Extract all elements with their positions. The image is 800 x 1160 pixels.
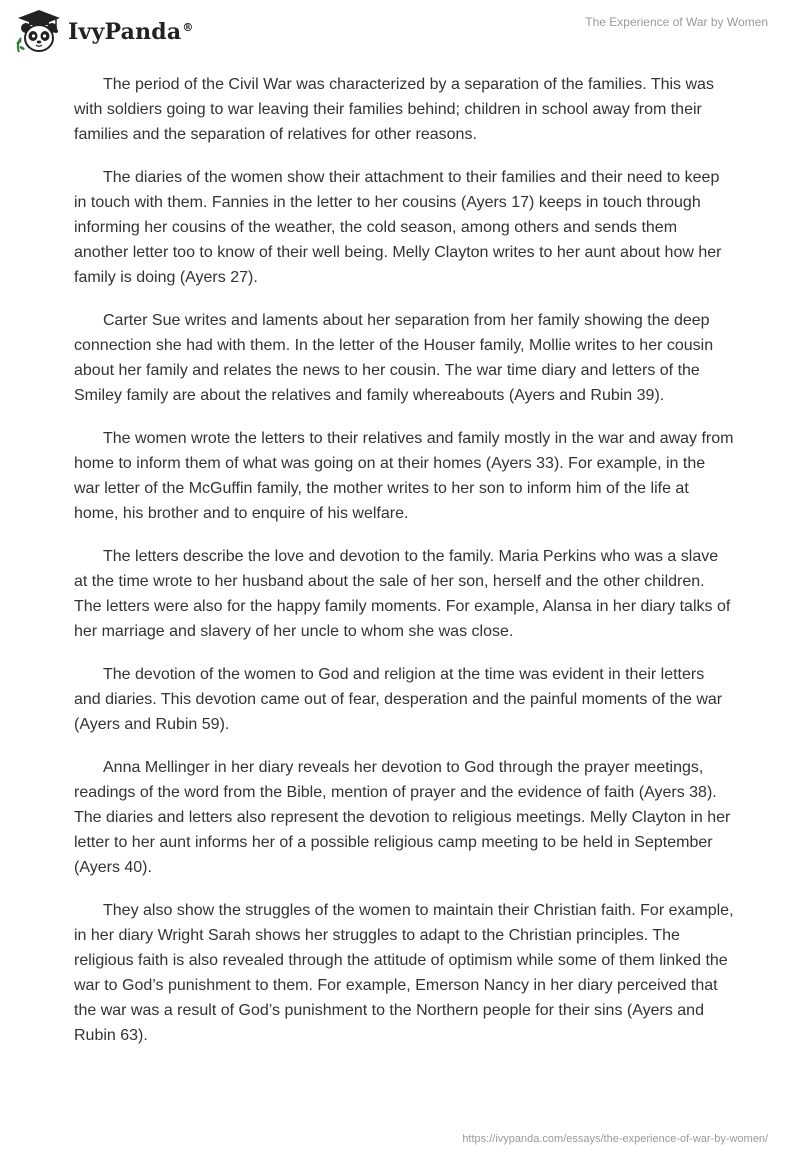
paragraph-5: The letters describe the love and devotion to the family. Maria Perkins who was a slave at the time wrote to her husband about the sale of her son, herself and the other children. The letters were also for the happy family moments. For example, Alansa in her diary talks of her marriage and slavery of her uncle to whom she was close. — [74, 548, 731, 640]
essay-body — [74, 72, 734, 1066]
paragraph-2: The diaries of the women show their attachment to their families and their need to keep in touch with them. Fannies in the letter to her cousins (Ayers 17) keeps in touch through informing her cousins of the weather, the cold season, among others and sends them another letter too to know of their well being. Melly Clayton writes to her aunt about how her family is doing (Ayers 27). — [74, 169, 722, 286]
ivypanda-logo[interactable] — [14, 8, 194, 54]
page-header — [0, 0, 800, 62]
paragraph-8: They also show the struggles of the women to maintain their Christian faith. For example, in her diary Wright Sarah shows her struggles to adapt to the Christian principles. The religious faith is also revealed through the attitude of optimism while some of them linked the war to God’s punishment to them. For example, Emerson Nancy in her diary perceived that the war was a result of God’s punishment to the Northern people for their sins (Ayers and Rubin 63). — [74, 902, 734, 1044]
document-title: The Experience of War by Women — [585, 15, 768, 29]
paragraph-1: The period of the Civil War was characterized by a separation of the families. This was with soldiers going to war leaving their families behind; children in school away from their families and the separation of relatives for other reasons. — [74, 76, 714, 143]
paragraph-3: Carter Sue writes and laments about her separation from her family showing the deep connection she had with them. In the letter of the Houser family, Mollie writes to her cousin about her family and relates the news to her cousin. The war time diary and letters of the Smiley family are about the relatives and family whereabouts (Ayers and Rubin 39). — [74, 312, 714, 404]
paragraph-7: Anna Mellinger in her diary reveals her devotion to God through the prayer meetings, readings of the word from the Bible, mention of prayer and the evidence of faith (Ayers 38). The diaries and letters also represent the devotion to religious meetings. Melly Clayton in her letter to her aunt informs her of a possible religious camp meeting to be held in September (Ayers 40). — [74, 759, 731, 876]
brand-name: IvyPanda® — [68, 19, 194, 45]
source-url[interactable]: https://ivypanda.com/essays/the-experience-of-war-by-women/ — [462, 1133, 768, 1145]
paragraph-4: The women wrote the letters to their relatives and family mostly in the war and away from home to inform them of what was going on at their homes (Ayers 33). For example, in the war letter of the McGuffin family, the mother writes to her son to inform him of the life at home, his brother and to enquire of his welfare. — [74, 430, 734, 522]
registered-mark: ® — [182, 20, 194, 34]
panda-graduate-icon — [14, 8, 64, 54]
paragraph-6: The devotion of the women to God and religion at the time was evident in their letters and diaries. This devotion came out of fear, desperation and the painful moments of the war (Ayers and Rubin 59). — [74, 666, 723, 733]
